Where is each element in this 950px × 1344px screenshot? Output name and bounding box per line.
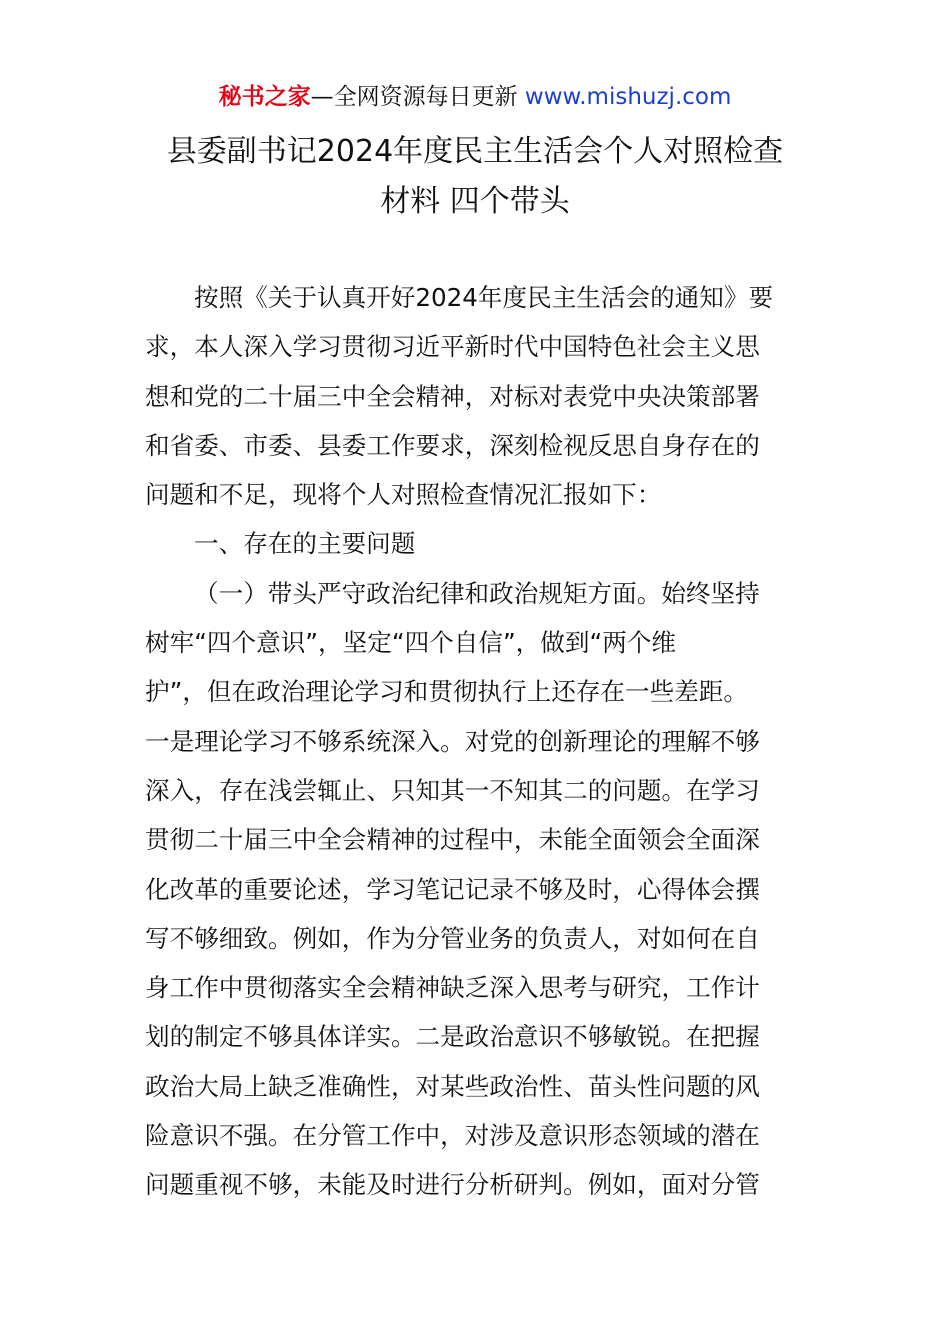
site-url-link[interactable]: www.mishuzj.com (524, 84, 732, 110)
paragraph-line: 问题重视不够，未能及时进行分析研判。例如，面对分管 (145, 1170, 760, 1200)
document-title (120, 127, 830, 227)
title-line-1: 县委副书记2024年度民主生活会个人对照检查 (166, 134, 784, 169)
paragraph-intro-line: 问题和不足，现将个人对照检查情况汇报如下： (145, 480, 662, 510)
paragraph-line: （一）带头严守政治纪律和政治规矩方面。始终坚持 (194, 578, 760, 608)
title-line-2: 材料 四个带头 (380, 184, 570, 219)
paragraph-line: 一是理论学习不够系统深入。对党的创新理论的理解不够 (145, 726, 760, 756)
paragraph-line: 政治大局上缺乏准确性，对某些政治性、苗头性问题的风 (145, 1071, 760, 1101)
paragraph-intro-line: 和省委、市委、县委工作要求，深刻检视反思自身存在的 (145, 430, 760, 460)
paragraph-intro-line: 想和党的二十届三中全会精神，对标对表党中央决策部署 (145, 381, 760, 411)
site-brand: 秘书之家 (218, 84, 311, 110)
paragraph-line: 贯彻二十届三中全会精神的过程中，未能全面领会全面深 (145, 825, 760, 855)
paragraph-line: 身工作中贯彻落实全会精神缺乏深入思考与研究，工作计 (145, 973, 760, 1003)
paragraph-line: 划的制定不够具体详实。二是政治意识不够敏锐。在把握 (145, 1022, 760, 1052)
paragraph-intro-line: 按照《关于认真开好2024年度民主生活会的通知》要 (194, 283, 774, 312)
paragraph-line: 化改革的重要论述，学习笔记记录不够及时，心得体会撰 (145, 874, 760, 904)
paragraph-line: 险意识不强。在分管工作中，对涉及意识形态领域的潜在 (145, 1121, 760, 1151)
paragraph-line: 写不够细致。例如，作为分管业务的负责人，对如何在自 (145, 923, 760, 953)
site-tagline: —全网资源每日更新 (310, 84, 525, 110)
paragraph-line: 树牢“四个意识”，坚定“四个自信”，做到“两个维 (145, 628, 676, 658)
paragraph-line: 护”，但在政治理论学习和贯彻执行上还存在一些差距。 (145, 677, 748, 707)
site-header (0, 80, 950, 114)
paragraph-intro-line: 求，本人深入学习贯彻习近平新时代中国特色社会主义思 (145, 332, 760, 362)
section-heading: 一、存在的主要问题 (194, 529, 416, 559)
document-body (145, 273, 810, 1210)
paragraph-line: 深入，存在浅尝辄止、只知其一不知其二的问题。在学习 (145, 775, 760, 805)
